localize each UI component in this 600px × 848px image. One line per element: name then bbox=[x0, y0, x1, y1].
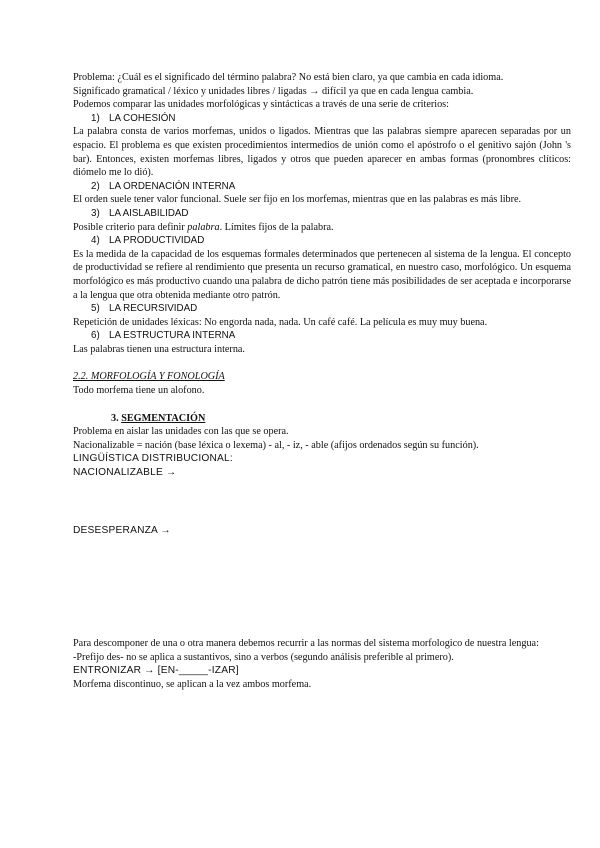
section-3-title: 3. SEGMENTACIÓN bbox=[111, 412, 206, 424]
blank-space bbox=[73, 480, 571, 524]
criterio-text-productividad: Es la medida de la capacidad de los esquemas formales determinados que pertenecen al sistema de la lengua. El concepto de productividad se refiere al rendimiento que presenta un recurso gramatical, en nuestro caso, morfológico. Un esquema morfológico es más productivo cuando una palabra de dicho patrón tiene más posibilidades de ser aceptada e incorporarse a la lengua que otra obtenida mediante otro patrón. bbox=[73, 248, 571, 301]
example-nacionalizable: NACIONALIZABLE → bbox=[73, 467, 177, 479]
section-3-prefijo: -Prefijo des- no se aplica a sustantivos, sino a verbos (segundo análisis preferible al primero). bbox=[73, 651, 454, 663]
criterio-heading-ordenacion: 2) LA ORDENACIÓN INTERNA bbox=[91, 180, 236, 192]
section-3-linguistica: LINGÜÍSTICA DISTRIBUCIONAL: bbox=[73, 453, 233, 465]
example-desesperanza: DESESPERANZA → bbox=[73, 524, 171, 536]
comparar-paragraph: Podemos comparar las unidades morfológicas y sintácticas a través de una serie de criterios: bbox=[73, 99, 449, 111]
problema-paragraph: Problema: ¿Cuál es el significado del término palabra? No está bien claro, ya que cambia en cada idioma. bbox=[73, 72, 504, 83]
document-body bbox=[73, 71, 571, 692]
blank-space bbox=[73, 537, 571, 637]
section-3-discontinuo: Morfema discontinuo, se aplican a la vez ambos morfema. bbox=[73, 679, 312, 690]
criterio-heading-productividad: 4) LA PRODUCTIVIDAD bbox=[91, 235, 205, 247]
criterio-text-recursividad: Repetición de unidades léxicas: No engorda nada, nada. Un café café. La película es muy muy buena. bbox=[73, 316, 488, 328]
significado-paragraph: Significado gramatical / léxico y unidades libres / ligadas → difícil ya que en cada lengua cambia. bbox=[73, 85, 474, 97]
section-3-nacionalizable: Nacionalizable = nación (base léxica o lexema) - al, - iz, - able (afijos ordenados según su función). bbox=[73, 439, 479, 451]
section-3-descomponer: Para descomponer de una o otra manera debemos recurrir a las normas del sistema morfologico de nuestra lengua: bbox=[73, 638, 539, 650]
criterio-text-aislabilidad: Posible criterio para definir palabra. Límites fijos de la palabra. bbox=[73, 221, 334, 233]
criterio-text-estructura: Las palabras tienen una estructura interna. bbox=[73, 343, 245, 355]
criterio-text-cohesion: La palabra consta de varios morfemas, unidos o ligados. Mientras que las palabras siempre aparecen separadas por un espacio. El problema es que existen procedimientos intermedios de unión como el apóstrofo o el genitivo sajón (John 's bar). Entonces, existen morfemas libres, ligados y otros que pueden aparecer en ambas formas (pronombres clíticos: diómelo me lo dió). bbox=[73, 126, 571, 179]
section-3-entronizar: ENTRONIZAR → [EN-_____-IZAR] bbox=[73, 665, 239, 677]
section-22-title: 2.2. MORFOLOGÍA Y FONOLOGÍA bbox=[73, 371, 225, 383]
criterio-heading-recursividad: 5) LA RECURSIVIDAD bbox=[91, 303, 198, 315]
criterio-text-ordenacion: El orden suele tener valor funcional. Suele ser fijo en los morfemas, mientras que en las palabras es más libre. bbox=[73, 194, 522, 206]
criterio-heading-estructura: 6) LA ESTRUCTURA INTERNA bbox=[91, 330, 236, 342]
section-3-problema: Problema en aislar las unidades con las que se opera. bbox=[73, 426, 289, 438]
criterio-heading-cohesion: 1) LA COHESIÓN bbox=[91, 112, 176, 124]
criterio-heading-aislabilidad: 3) LA AISLABILIDAD bbox=[91, 207, 189, 219]
section-22-text: Todo morfema tiene un alofono. bbox=[73, 385, 205, 397]
